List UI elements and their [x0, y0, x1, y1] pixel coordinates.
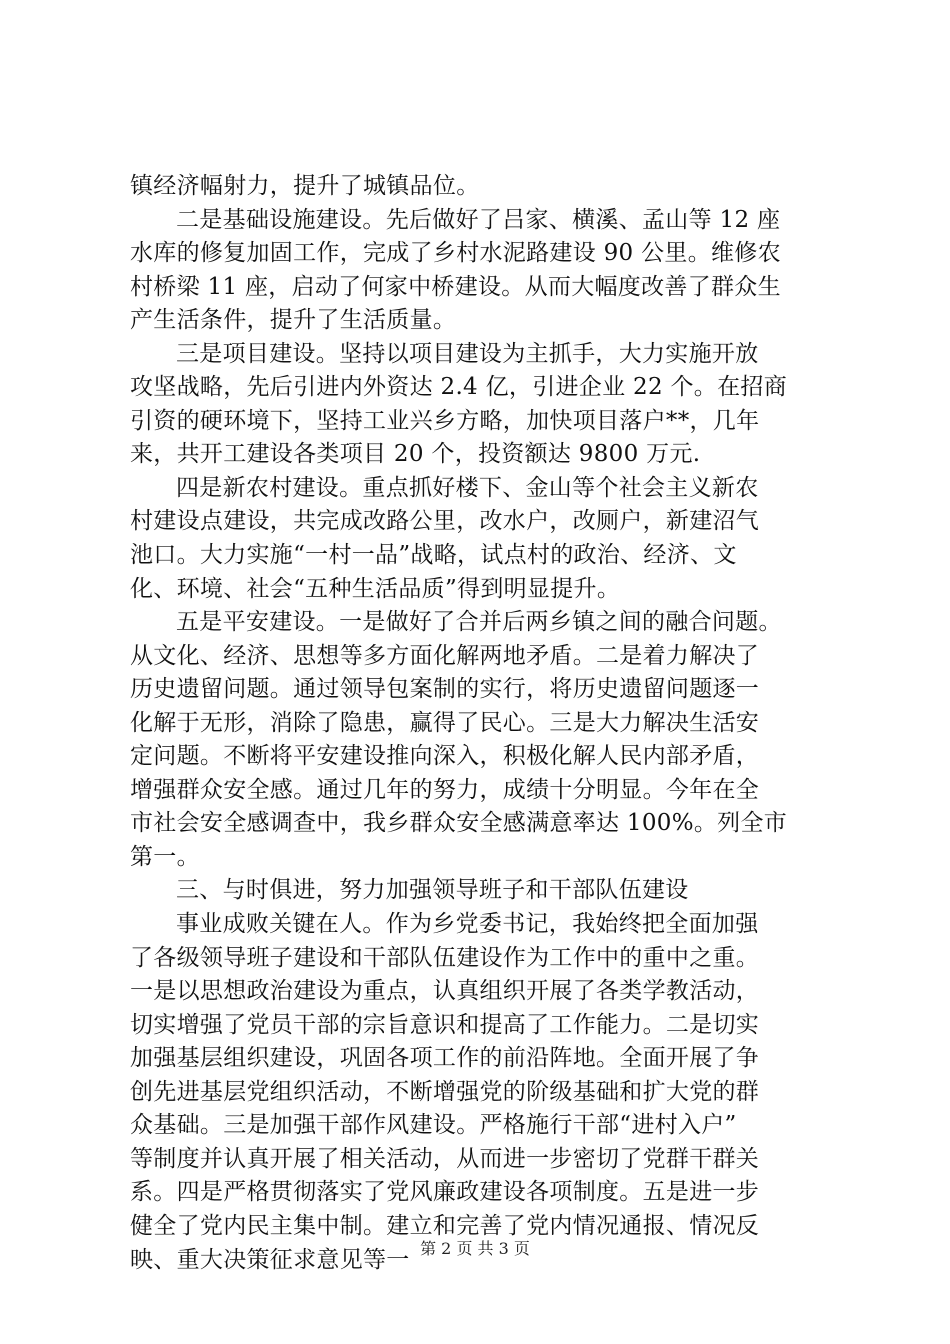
text-line: 村桥梁 11 座，启动了何家中桥建设。从而大幅度改善了群众生 [130, 273, 781, 300]
text-line: 三是项目建设。坚持以项目建设为主抓手，大力实施开放 [176, 340, 759, 367]
text-line: 第一。 [130, 843, 200, 870]
text-line: 等制度并认真开展了相关活动，从而进一步密切了党群干群关 [130, 1145, 760, 1172]
text-line: 化解于无形，消除了隐患，赢得了民心。三是大力解决生活安 [130, 709, 760, 736]
text-line: 创先进基层党组织活动，不断增强党的阶级基础和扩大党的群 [130, 1078, 760, 1105]
text-line: 健全了党内民主集中制。建立和完善了党内情况通报、情况反 [130, 1212, 760, 1239]
text-line: 五是平安建设。一是做好了合并后两乡镇之间的融合问题。 [176, 609, 782, 636]
text-line: 加强基层组织建设，巩固各项工作的前沿阵地。全面开展了争 [130, 1045, 760, 1072]
document-body [130, 170, 830, 1277]
text-line: 映、重大决策征求意见等一 [130, 1246, 410, 1273]
text-line: 系。四是严格贯彻落实了党风廉政建设各项制度。五是进一步 [130, 1179, 760, 1206]
text-line: 众基础。三是加强干部作风建设。严格施行干部“进村入户” [130, 1112, 737, 1139]
text-line: 市社会安全感调查中，我乡群众安全感满意率达 100%。列全市 [130, 810, 788, 837]
text-line: 定问题。不断将平安建设推向深入，积极化解人民内部矛盾， [130, 743, 760, 770]
text-line: 来，共开工建设各类项目 20 个，投资额达 9800 万元. [130, 441, 701, 468]
text-line: 水库的修复加固工作，完成了乡村水泥路建设 90 公里。维修农 [130, 240, 781, 267]
text-line: 四是新农村建设。重点抓好楼下、金山等个社会主义新农 [176, 474, 759, 501]
text-line: 事业成败关键在人。作为乡党委书记，我始终把全面加强 [176, 911, 759, 938]
text-line: 一是以思想政治建设为重点，认真组织开展了各类学教活动， [130, 978, 760, 1005]
text-line: 攻坚战略，先后引进内外资达 2.4 亿，引进企业 22 个。在招商 [130, 374, 787, 401]
text-line: 化、环境、社会“五种生活品质”得到明显提升。 [130, 575, 621, 602]
text-line: 产生活条件，提升了生活质量。 [130, 307, 457, 334]
text-line: 三、与时俱进，努力加强领导班子和干部队伍建设 [176, 877, 689, 904]
page-footer: 第 2 页 共 3 页 [420, 1239, 530, 1258]
text-line: 镇经济幅射力，提升了城镇品位。 [130, 173, 480, 199]
text-line: 引资的硬环境下，坚持工业兴乡方略，加快项目落户**，几年 [130, 407, 760, 434]
text-line: 村建设点建设，共完成改路公里，改水户，改厕户，新建沼气 [130, 508, 760, 535]
text-line: 从文化、经济、思想等多方面化解两地矛盾。二是着力解决了 [130, 642, 760, 669]
text-line: 历史遗留问题。通过领导包案制的实行，将历史遗留问题逐一 [130, 676, 760, 703]
text-line: 了各级领导班子建设和干部队伍建设作为工作中的重中之重。 [130, 944, 760, 971]
text-line: 切实增强了党员干部的宗旨意识和提高了工作能力。二是切实 [130, 1011, 760, 1038]
text-line: 增强群众安全感。通过几年的努力，成绩十分明显。今年在全 [130, 776, 760, 803]
text-line: 池口。大力实施“一村一品”战略，试点村的政治、经济、文 [130, 542, 737, 569]
text-line: 二是基础设施建设。先后做好了吕家、横溪、孟山等 12 座 [176, 206, 781, 233]
